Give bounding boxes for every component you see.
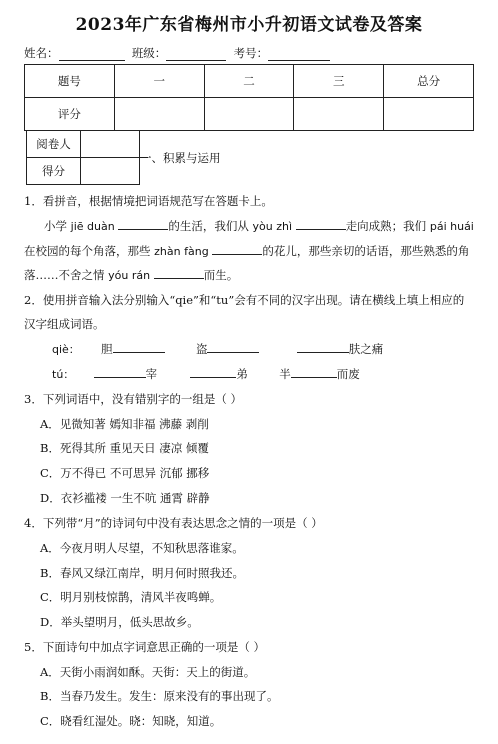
score-header-cell: 三 — [294, 65, 384, 98]
score-table — [24, 64, 474, 131]
q1-stem: 1．看拼音，根据情境把词语规范写在答题卡上。 — [24, 194, 273, 208]
class-blank[interactable] — [166, 48, 226, 61]
score-row-label: 评分 — [25, 98, 115, 131]
q5-stem: 5．下面诗句中加点字词意思正确的一项是（ ） — [24, 640, 265, 654]
pinyin: zhàn fàng — [154, 245, 209, 258]
q3-stem: 3．下列词语中，没有错别字的一组是（ ） — [24, 392, 242, 406]
q1-line-1 — [44, 218, 474, 234]
word-part: 胆 — [101, 342, 113, 356]
q2-stem-1: 2．使用拼音输入法分别输入“qie”和“tu”会有不同的汉字出现。请在横线上填上相应的 — [24, 293, 465, 307]
answer-blank[interactable] — [212, 243, 262, 255]
pinyin: yóu rán — [108, 269, 151, 282]
text: 落……不舍之情 — [24, 268, 109, 282]
score-cell[interactable] — [204, 98, 294, 131]
word-part: 弟 — [236, 367, 248, 381]
answer-blank[interactable] — [94, 366, 146, 378]
pinyin-label: tú： — [52, 368, 75, 381]
q3-option-b[interactable]: B．死得其所 重见天日 凄凉 倾覆 — [40, 441, 209, 455]
pinyin-label: qiè： — [52, 343, 80, 356]
page-title: 2023年广东省梅州市小升初语文试卷及答案 — [75, 15, 423, 35]
reviewer-cell[interactable] — [81, 131, 140, 158]
score-cell[interactable] — [294, 98, 384, 131]
score-table-header-row — [25, 65, 474, 98]
grader-score-cell[interactable] — [81, 158, 140, 185]
score-header-cell: 二 — [204, 65, 294, 98]
word-part: 半 — [279, 367, 291, 381]
reviewer-label: 阅卷人 — [27, 131, 81, 158]
q4-option-d[interactable]: D．举头望明月，低头思故乡。 — [40, 615, 199, 629]
word-part: 肤之痛 — [348, 342, 384, 356]
q5-option-b[interactable]: B．当春乃发生。发生：原来没有的事出现了。 — [40, 689, 279, 703]
score-cell[interactable] — [114, 98, 204, 131]
q3-option-c[interactable]: C．万不得已 不可思异 沉郁 挪移 — [40, 466, 210, 480]
q5-option-a[interactable]: A．天街小雨润如酥。天街：天上的街道。 — [40, 665, 256, 679]
q1-line-2 — [24, 243, 469, 259]
pinyin: pái huái — [429, 220, 474, 233]
answer-blank[interactable] — [113, 341, 165, 353]
answer-blank[interactable] — [118, 218, 168, 230]
word-part: 盗 — [195, 342, 208, 356]
name-blank[interactable] — [59, 48, 125, 61]
q5-option-c[interactable]: C．晓看红湿处。晓：知晓，知道。 — [40, 714, 222, 728]
q4-option-a[interactable]: A．今夜月明人尽望，不知秋思落谁家。 — [40, 541, 244, 555]
exam-no-blank[interactable] — [268, 48, 330, 61]
q4-option-c[interactable]: C．明月别枝惊鹊，清风半夜鸣蝉。 — [40, 590, 222, 604]
score-table-score-row — [25, 98, 474, 131]
q4-stem: 4．下列带“月”的诗词句中没有表达思念之情的一项是（ ） — [24, 516, 323, 530]
score-header-cell: 题号 — [25, 65, 115, 98]
pinyin: yòu zhì — [252, 220, 293, 233]
q1-line-3 — [24, 267, 238, 283]
answer-blank[interactable] — [154, 267, 204, 279]
grader-table — [26, 130, 140, 185]
class-label: 班级： — [131, 46, 167, 60]
answer-blank[interactable] — [190, 366, 236, 378]
q2-tu-row — [52, 366, 360, 382]
q3-option-a[interactable]: A．见微知著 嫣知非福 沸藤 剥削 — [40, 417, 209, 431]
text: 的花儿，那些亲切的话语，那些熟悉的角 — [262, 244, 470, 258]
score-cell[interactable] — [384, 98, 474, 131]
text: 走向成熟；我们 — [345, 219, 430, 233]
q2-qie-row — [52, 341, 383, 357]
score-header-cell: 总分 — [384, 65, 474, 98]
score-header-cell: 一 — [114, 65, 204, 98]
section-title: 一、积累与运用 — [140, 151, 221, 165]
answer-blank[interactable] — [291, 366, 337, 378]
answer-blank[interactable] — [296, 218, 346, 230]
word-part: 宰 — [145, 367, 158, 381]
name-label: 姓名： — [24, 46, 59, 60]
pinyin: jiē duàn — [70, 220, 115, 233]
q2-stem-2: 汉字组成词语。 — [24, 317, 105, 331]
student-info-line — [24, 45, 330, 61]
text: 而生。 — [203, 268, 239, 282]
q4-option-b[interactable]: B．春风又绿江南岸，明月何时照我还。 — [40, 566, 244, 580]
q3-option-d[interactable]: D．衣衫褴褛 一生不吭 通霄 辟静 — [40, 491, 210, 505]
text: 的生活，我们从 — [168, 219, 253, 233]
grader-score-label: 得分 — [27, 158, 81, 185]
answer-blank[interactable] — [297, 341, 349, 353]
text: 在校园的每个角落，那些 — [24, 244, 155, 258]
text: 小学 — [44, 219, 71, 233]
word-part: 而废 — [336, 367, 360, 381]
answer-blank[interactable] — [207, 341, 259, 353]
exam-no-label: 考号： — [233, 46, 269, 60]
